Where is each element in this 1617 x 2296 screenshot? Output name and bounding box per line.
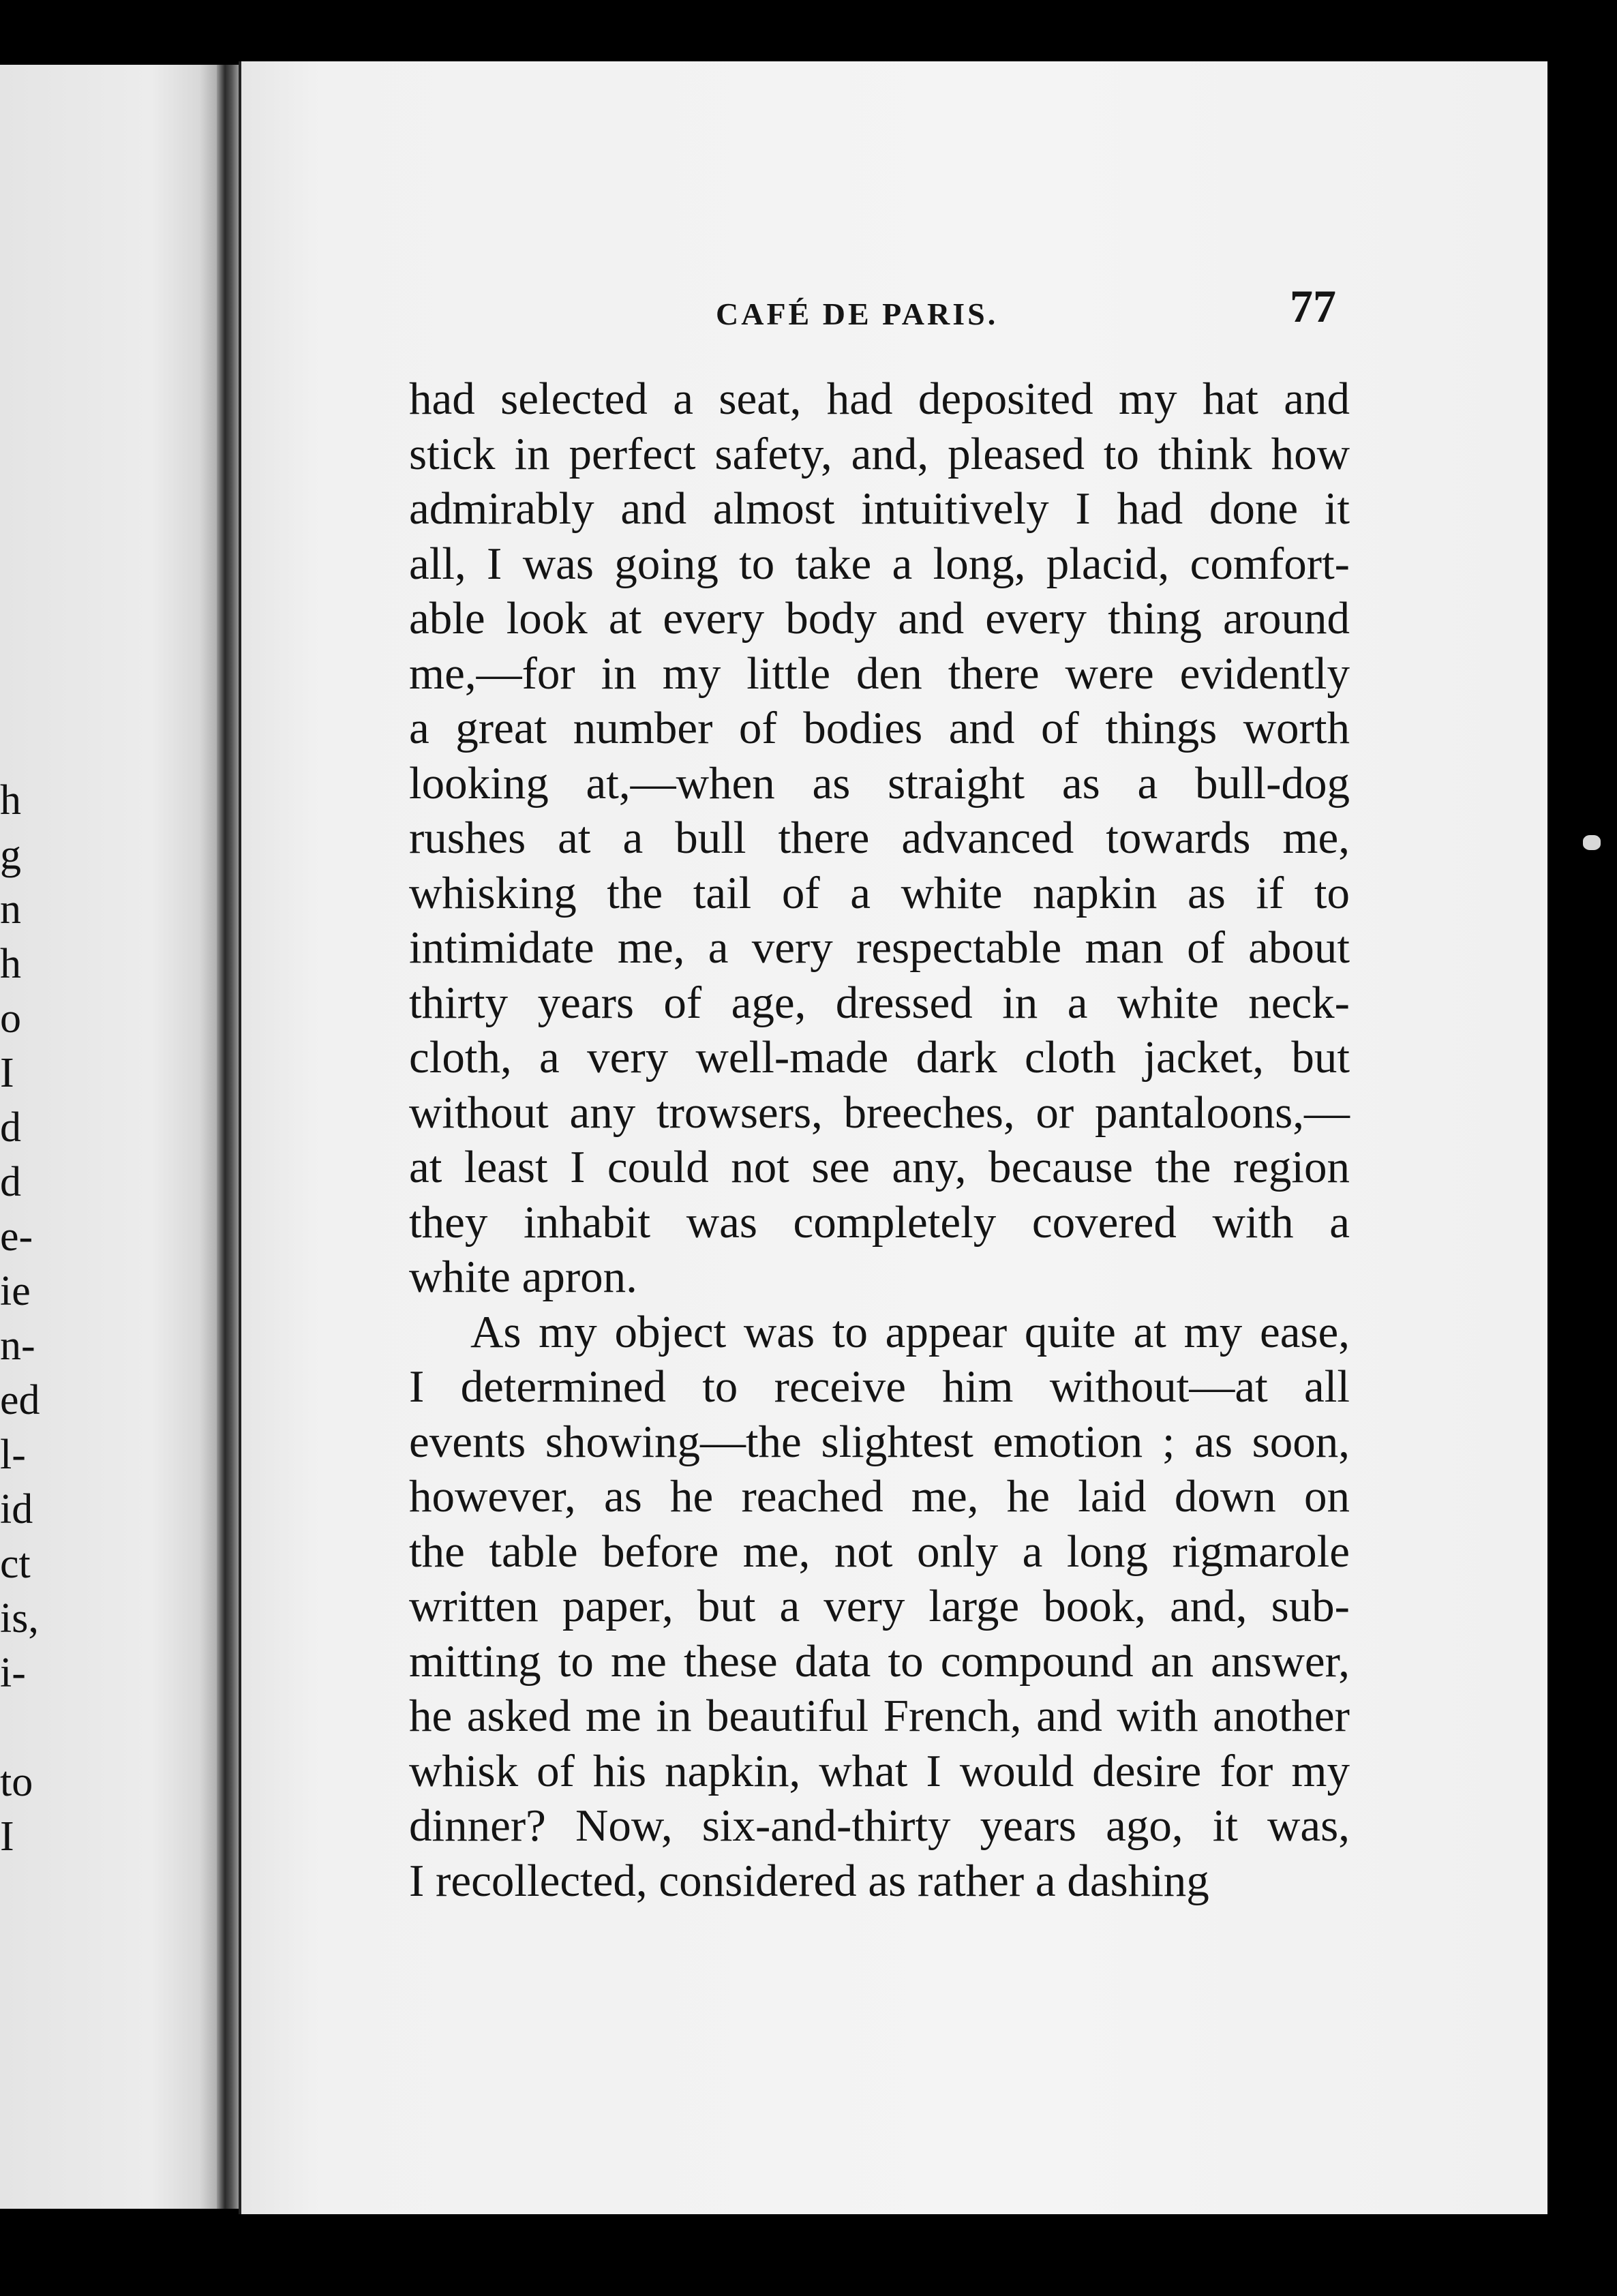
previous-page-text-fragment: ed (0, 1377, 40, 1423)
previous-page-text-fragment: d (0, 1104, 21, 1151)
previous-page-text-fragment: n- (0, 1323, 35, 1369)
text-line: rushes at a bull there advanced towards me, (409, 813, 1350, 863)
text-line: admirably and almost intuitively I had done it (409, 483, 1350, 534)
text-line: cloth, a very well-made dark cloth jacket, but (409, 1032, 1350, 1083)
running-head-title: CAFÉ DE PARIS. (716, 297, 999, 331)
text-line: without any trowsers, breeches, or pantaloons,— (409, 1087, 1350, 1138)
text-line: however, as he reached me, he laid down on (409, 1471, 1350, 1522)
text-line: at least I could not see any, because the region (409, 1142, 1350, 1192)
text-line: they inhabit was completely covered with a (409, 1196, 1350, 1248)
running-head (477, 280, 1336, 341)
previous-page-text-fragment: to (0, 1759, 33, 1805)
previous-page-text-fragment: I (0, 1050, 14, 1096)
previous-page-edge (0, 65, 217, 2209)
previous-page-text-fragment: h (0, 777, 21, 824)
previous-page-text-fragment: i- (0, 1650, 26, 1696)
previous-page-text-fragment: I (0, 1813, 14, 1860)
text-line: intimidate me, a very respectable man of about (409, 922, 1350, 973)
previous-page-text-fragment: is, (0, 1595, 39, 1642)
previous-page-text-fragment: h (0, 941, 21, 987)
page-number: 77 (1290, 280, 1336, 332)
text-line: whisking the tail of a white napkin as if to (409, 867, 1350, 918)
previous-page-text-fragment: ct (0, 1541, 31, 1587)
previous-page-text-fragment: ie (0, 1268, 31, 1314)
scan-speck (1583, 835, 1601, 850)
text-line: written paper, but a very large book, and, sub- (409, 1581, 1350, 1631)
text-line: events showing—the slightest emotion ; as soon, (409, 1416, 1350, 1467)
previous-page-text-fragment: d (0, 1159, 21, 1205)
text-line: I determined to receive him without—at all (409, 1361, 1350, 1412)
text-line: looking at,—when as straight as a bull-dog (409, 757, 1350, 809)
text-line: the table before me, not only a long rigmarole (409, 1526, 1350, 1577)
text-line: had selected a seat, had deposited my hat and (409, 374, 1350, 424)
previous-page-text-fragment: id (0, 1486, 33, 1532)
text-line: I recollected, considered as rather a dashing (409, 1855, 1209, 1906)
text-line: mitting to me these data to compound an answer, (409, 1635, 1350, 1687)
previous-page-text-fragment: e- (0, 1213, 33, 1260)
text-line: thirty years of age, dressed in a white neck- (409, 977, 1350, 1028)
text-line: white apron. (409, 1252, 637, 1302)
previous-page-text-fragment: g (0, 832, 21, 878)
previous-page-text-fragment: l- (0, 1432, 26, 1478)
text-line: dinner? Now, six-and-thirty years ago, it was, (409, 1800, 1350, 1851)
text-line: whisk of his napkin, what I would desire for my (409, 1745, 1350, 1796)
text-line: all, I was going to take a long, placid, comfort- (409, 538, 1350, 589)
text-line: able look at every body and every thing around (409, 593, 1350, 644)
text-line: me,—for in my little den there were evidently (409, 648, 1350, 699)
body-text (409, 372, 1350, 1908)
text-line: he asked me in beautiful French, and with another (409, 1691, 1350, 1741)
text-line: As my object was to appear quite at my ease, (470, 1306, 1350, 1357)
previous-page-text-fragment: n (0, 886, 21, 933)
text-line: stick in perfect safety, and, pleased to think how (409, 428, 1350, 479)
text-line: a great number of bodies and of things worth (409, 703, 1350, 753)
previous-page-text-fragment: o (0, 995, 21, 1042)
